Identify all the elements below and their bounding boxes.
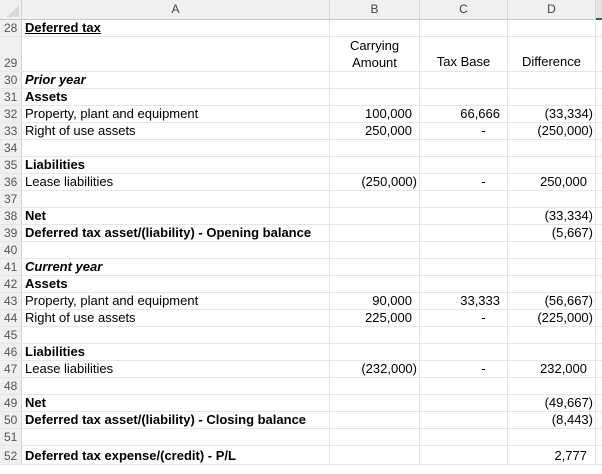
cell-d28[interactable] xyxy=(508,20,596,36)
column-header-e-selected[interactable] xyxy=(596,0,602,19)
table-row xyxy=(0,412,602,429)
cell-e36[interactable] xyxy=(596,174,602,190)
cell-d48[interactable] xyxy=(508,378,596,394)
table-row xyxy=(0,276,602,293)
table-row xyxy=(0,37,602,72)
cell-c42[interactable] xyxy=(420,276,508,292)
row-number[interactable]: 43 xyxy=(0,293,22,309)
cell-c48[interactable] xyxy=(420,378,508,394)
row-number[interactable]: 28 xyxy=(0,20,22,36)
cell-c34[interactable] xyxy=(420,140,508,156)
cell-d47[interactable]: 232,000 xyxy=(508,361,596,377)
cell-a50-closing-balance[interactable]: Deferred tax asset/(liability) - Closing balance xyxy=(22,412,330,428)
cell-e37[interactable] xyxy=(596,191,602,207)
cell-b51[interactable] xyxy=(330,429,420,445)
cell-e33[interactable] xyxy=(596,123,602,139)
cell-b28[interactable] xyxy=(330,20,420,36)
cell-e51[interactable] xyxy=(596,429,602,445)
cell-a39-opening-balance[interactable]: Deferred tax asset/(liability) - Opening balance xyxy=(22,225,330,241)
cell-c46[interactable] xyxy=(420,344,508,360)
row-number[interactable]: 34 xyxy=(0,140,22,156)
column-title-tax-base[interactable]: Tax Base xyxy=(420,37,508,71)
table-row xyxy=(0,395,602,412)
cell-c45[interactable] xyxy=(420,327,508,343)
cell-a28-section-title[interactable]: Deferred tax xyxy=(22,20,330,36)
cell-e47[interactable] xyxy=(596,361,602,377)
row-number[interactable]: 39 xyxy=(0,225,22,241)
cell-e52[interactable] xyxy=(596,446,602,464)
cell-d34[interactable] xyxy=(508,140,596,156)
row-number[interactable]: 47 xyxy=(0,361,22,377)
cell-c35[interactable] xyxy=(420,157,508,173)
cell-b47[interactable]: (232,000) xyxy=(330,361,420,377)
cell-b46[interactable] xyxy=(330,344,420,360)
cell-c47[interactable]: - xyxy=(420,361,508,377)
cell-c44[interactable]: - xyxy=(420,310,508,326)
cell-b52[interactable] xyxy=(330,446,420,464)
cell-b40[interactable] xyxy=(330,242,420,258)
cell-e44[interactable] xyxy=(596,310,602,326)
cell-e43[interactable] xyxy=(596,293,602,309)
cell-a29[interactable] xyxy=(22,37,330,71)
cell-a35-liabilities[interactable]: Liabilities xyxy=(22,157,330,173)
cell-a31-assets[interactable]: Assets xyxy=(22,89,330,105)
cell-a46-liabilities[interactable]: Liabilities xyxy=(22,344,330,360)
row-number[interactable]: 50 xyxy=(0,412,22,428)
cell-b44[interactable]: 225,000 xyxy=(330,310,420,326)
column-header-a[interactable]: A xyxy=(22,0,330,19)
row-number[interactable]: 41 xyxy=(0,259,22,275)
table-row xyxy=(0,242,602,259)
cell-e29[interactable] xyxy=(596,37,602,71)
row-number[interactable]: 42 xyxy=(0,276,22,292)
row-number[interactable]: 44 xyxy=(0,310,22,326)
cell-b45[interactable] xyxy=(330,327,420,343)
cell-b48[interactable] xyxy=(330,378,420,394)
cell-b31[interactable] xyxy=(330,89,420,105)
cell-d51[interactable] xyxy=(508,429,596,445)
cell-e42[interactable] xyxy=(596,276,602,292)
cell-c31[interactable] xyxy=(420,89,508,105)
row-number[interactable]: 46 xyxy=(0,344,22,360)
cell-d41[interactable] xyxy=(508,259,596,275)
cell-a44[interactable]: Right of use assets xyxy=(22,310,330,326)
cell-a34[interactable] xyxy=(22,140,330,156)
column-header-c[interactable]: C xyxy=(420,0,508,19)
cell-a37[interactable] xyxy=(22,191,330,207)
cell-a51[interactable] xyxy=(22,429,330,445)
cell-c36[interactable]: - xyxy=(420,174,508,190)
cell-c40[interactable] xyxy=(420,242,508,258)
row-number[interactable]: 37 xyxy=(0,191,22,207)
table-row xyxy=(0,344,602,361)
cell-e40[interactable] xyxy=(596,242,602,258)
cell-d35[interactable] xyxy=(508,157,596,173)
table-row xyxy=(0,157,602,174)
row-number[interactable]: 33 xyxy=(0,123,22,139)
cell-c28[interactable] xyxy=(420,20,508,36)
cell-b30[interactable] xyxy=(330,72,420,88)
cell-a30-prior-year[interactable]: Prior year xyxy=(22,72,330,88)
cell-c51[interactable] xyxy=(420,429,508,445)
table-row xyxy=(0,20,602,37)
cell-b33[interactable]: 250,000 xyxy=(330,123,420,139)
table-row xyxy=(0,72,602,89)
cell-a32[interactable]: Property, plant and equipment xyxy=(22,106,330,122)
row-number[interactable]: 49 xyxy=(0,395,22,411)
cell-b34[interactable] xyxy=(330,140,420,156)
cell-d38[interactable]: (33,334) xyxy=(508,208,596,224)
cell-b37[interactable] xyxy=(330,191,420,207)
cell-d37[interactable] xyxy=(508,191,596,207)
row-number[interactable]: 35 xyxy=(0,157,22,173)
cell-a36[interactable]: Lease liabilities xyxy=(22,174,330,190)
carrying-amount-line1: Carrying xyxy=(349,37,400,53)
row-number[interactable]: 38 xyxy=(0,208,22,224)
table-row xyxy=(0,225,602,242)
cell-c50[interactable] xyxy=(420,412,508,428)
cell-c52[interactable] xyxy=(420,446,508,464)
table-row xyxy=(0,89,602,106)
cell-b32[interactable]: 100,000 xyxy=(330,106,420,122)
cell-b35[interactable] xyxy=(330,157,420,173)
cell-e32[interactable] xyxy=(596,106,602,122)
column-title-difference[interactable]: Difference xyxy=(508,37,596,71)
cell-a49-net[interactable]: Net xyxy=(22,395,330,411)
cell-c37[interactable] xyxy=(420,191,508,207)
cell-a43[interactable]: Property, plant and equipment xyxy=(22,293,330,309)
cell-b38[interactable] xyxy=(330,208,420,224)
row-number[interactable]: 36 xyxy=(0,174,22,190)
cell-d36[interactable]: 250,000 xyxy=(508,174,596,190)
cell-e39[interactable] xyxy=(596,225,602,241)
cell-d30[interactable] xyxy=(508,72,596,88)
table-row xyxy=(0,191,602,208)
table-row xyxy=(0,140,602,157)
cell-d39[interactable]: (5,667) xyxy=(508,225,596,241)
row-number[interactable]: 48 xyxy=(0,378,22,394)
cell-a42-assets[interactable]: Assets xyxy=(22,276,330,292)
sheet-rows xyxy=(0,20,602,465)
cell-c38[interactable] xyxy=(420,208,508,224)
cell-c30[interactable] xyxy=(420,72,508,88)
cell-b43[interactable]: 90,000 xyxy=(330,293,420,309)
cell-a38-net[interactable]: Net xyxy=(22,208,330,224)
table-row xyxy=(0,327,602,344)
cell-e30[interactable] xyxy=(596,72,602,88)
cell-d46[interactable] xyxy=(508,344,596,360)
row-number[interactable]: 32 xyxy=(0,106,22,122)
cell-d45[interactable] xyxy=(508,327,596,343)
table-row xyxy=(0,123,602,140)
cell-e35[interactable] xyxy=(596,157,602,173)
cell-d49[interactable]: (49,667) xyxy=(508,395,596,411)
row-number[interactable]: 52 xyxy=(0,446,22,464)
cell-c49[interactable] xyxy=(420,395,508,411)
cell-c32[interactable]: 66,666 xyxy=(420,106,508,122)
cell-e41[interactable] xyxy=(596,259,602,275)
cell-d42[interactable] xyxy=(508,276,596,292)
row-number[interactable]: 51 xyxy=(0,429,22,445)
cell-e50[interactable] xyxy=(596,412,602,428)
cell-a33[interactable]: Right of use assets xyxy=(22,123,330,139)
cell-b41[interactable] xyxy=(330,259,420,275)
cell-b50[interactable] xyxy=(330,412,420,428)
cell-d40[interactable] xyxy=(508,242,596,258)
column-header-row xyxy=(0,0,602,20)
select-all-corner[interactable] xyxy=(0,0,22,19)
cell-d52[interactable]: 2,777 xyxy=(508,446,596,464)
cell-a45[interactable] xyxy=(22,327,330,343)
cell-a40[interactable] xyxy=(22,242,330,258)
cell-a52-deferred-tax-expense[interactable]: Deferred tax expense/(credit) - P/L xyxy=(22,446,330,464)
table-row xyxy=(0,378,602,395)
cell-e46[interactable] xyxy=(596,344,602,360)
cell-e31[interactable] xyxy=(596,89,602,105)
cell-e49[interactable] xyxy=(596,395,602,411)
cell-c43[interactable]: 33,333 xyxy=(420,293,508,309)
table-row xyxy=(0,361,602,378)
table-row xyxy=(0,429,602,446)
cell-b36[interactable]: (250,000) xyxy=(330,174,420,190)
table-row xyxy=(0,259,602,276)
table-row xyxy=(0,446,602,465)
carrying-amount-line2: Amount xyxy=(352,54,397,70)
cell-a41-current-year[interactable]: Current year xyxy=(22,259,330,275)
cell-c41[interactable] xyxy=(420,259,508,275)
cell-d31[interactable] xyxy=(508,89,596,105)
column-header-d[interactable]: D xyxy=(508,0,596,19)
cell-d43[interactable]: (56,667) xyxy=(508,293,596,309)
row-number[interactable]: 45 xyxy=(0,327,22,343)
cell-b49[interactable] xyxy=(330,395,420,411)
cell-c33[interactable]: - xyxy=(420,123,508,139)
cell-e48[interactable] xyxy=(596,378,602,394)
cell-c39[interactable] xyxy=(420,225,508,241)
row-number[interactable]: 30 xyxy=(0,72,22,88)
table-row xyxy=(0,293,602,310)
cell-b42[interactable] xyxy=(330,276,420,292)
row-number[interactable]: 29 xyxy=(0,37,22,71)
table-row xyxy=(0,106,602,123)
cell-d44[interactable]: (225,000) xyxy=(508,310,596,326)
table-row xyxy=(0,310,602,327)
cell-d32[interactable]: (33,334) xyxy=(508,106,596,122)
cell-e45[interactable] xyxy=(596,327,602,343)
cell-e28[interactable] xyxy=(596,20,602,36)
row-number[interactable]: 31 xyxy=(0,89,22,105)
column-header-b[interactable]: B xyxy=(330,0,420,19)
cell-a47[interactable]: Lease liabilities xyxy=(22,361,330,377)
cell-d50[interactable]: (8,443) xyxy=(508,412,596,428)
cell-a48[interactable] xyxy=(22,378,330,394)
cell-d33[interactable]: (250,000) xyxy=(508,123,596,139)
cell-b39[interactable] xyxy=(330,225,420,241)
column-title-carrying-amount[interactable] xyxy=(330,37,420,71)
row-number[interactable]: 40 xyxy=(0,242,22,258)
table-row xyxy=(0,174,602,191)
cell-e38[interactable] xyxy=(596,208,602,224)
table-row xyxy=(0,208,602,225)
cell-e34[interactable] xyxy=(596,140,602,156)
